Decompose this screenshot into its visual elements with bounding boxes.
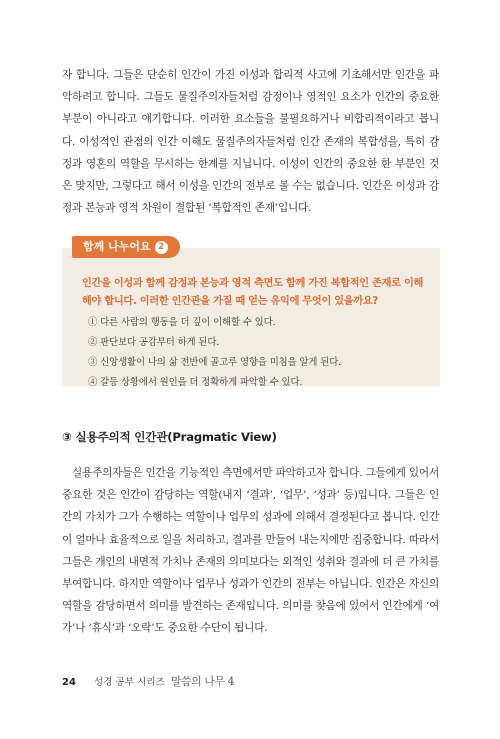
body-paragraph: 자 합니다. 그들은 단순히 인간이 가진 이성과 합리적 사고에 기초해서만 인간을 파악하려고 합니다. 그들도 물질주의자들처럼 감정이나 영적인 요소가 인간의 중요한 부분이 아니라고 얘기합니다. 이러한 요소들을 불필요하거나 비합리적이라고 봅니다. 이성적인 관점의 인간 이해도 물질주의자들처럼 인간 존재의 복합성을, 특히 감정과 영혼의 역할을 무시하는 한계를 지닙니다. 이성이 인간의 중요한 한 부분인 것은 맞지만, 그렇다고 해서 이성을 인간의 전부로 볼 수는 없습니다. 인간은 이성과 감정과 본능과 영적 차원이 결합된 ‘복합적인 존재’입니다. xyxy=(62,69,439,215)
section-heading: ③ 실용주의적 인간관(Pragmatic View) xyxy=(62,430,277,444)
discussion-question: 인간을 이성과 함께 감정과 본능과 영적 측면도 함께 가진 복합적인 존재로 이해해야 합니다. 이러한 인간관을 가질 때 얻는 유익에 무엇이 있을까요? xyxy=(82,278,424,307)
series-logo: 말씀의 나무 4 xyxy=(170,675,235,688)
option-item: ② 판단보다 공감부터 하게 된다. xyxy=(88,337,220,348)
discussion-tab xyxy=(72,236,180,258)
option-item: ④ 갈등 상황에서 원인을 더 정확하게 파악할 수 있다. xyxy=(88,377,303,388)
page-footer xyxy=(62,673,234,689)
discussion-options xyxy=(88,313,341,393)
section-paragraph: 실용주의자들은 인간을 기능적인 측면에서만 파악하고자 합니다. 그들에게 있어서 중요한 것은 인간이 감당하는 역할(내지 ‘결과’, ‘업무’, ‘성과’ 등)입니다. 그들은 인간의 가치가 그가 수행하는 역할이나 업무의 성과에 의해서 결정된다고 봅니다. 인간이 얼마나 효율적으로 일을 처리하고, 결과를 만들어 내는지에만 집중합니다. 따라서 그들은 개인의 내면적 가치나 존재의 의미보다는 외적인 성취와 결과에 더 큰 가치를 부여합니다. 하지만 역할이나 업무나 성과가 인간의 전부는 아닙니다. 인간은 자신의 역할을 감당하면서 의미를 발견하는 존재입니다. 의미를 찾음에 있어서 인간에게 ‘여가’나 ‘휴식’과 ‘오락’도 중요한 수단이 됩니다. xyxy=(62,467,439,635)
option-item: ③ 신앙생활이 나의 삶 전반에 골고루 영향을 미침을 알게 된다. xyxy=(88,357,342,368)
discussion-number-badge: 2 xyxy=(155,241,168,254)
series-title: 성경 공부 시리즈 xyxy=(93,677,165,688)
option-item: ① 다른 사람의 행동을 더 깊이 이해할 수 있다. xyxy=(88,317,276,328)
page-number: 24 xyxy=(62,677,76,688)
discussion-tab-label: 함께 나누어요 xyxy=(83,240,151,253)
